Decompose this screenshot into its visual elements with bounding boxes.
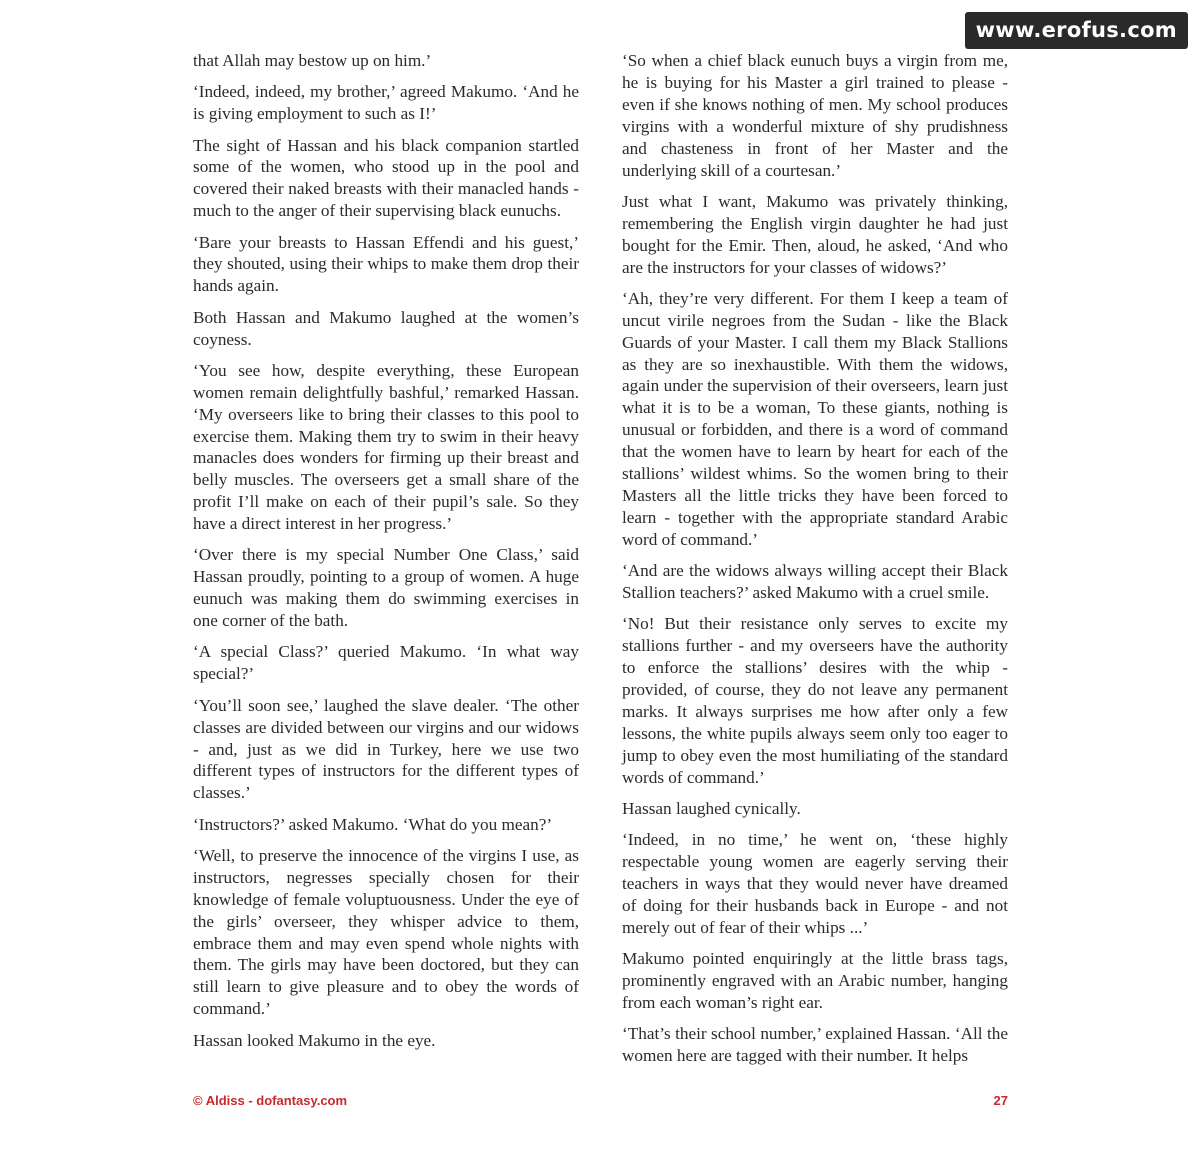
paragraph: Hassan looked Makumo in the eye. — [193, 1030, 436, 1050]
paragraph: ‘You see how, despite everything, these European women remain delightfully bashful,’ remarked Hassan. ‘My overseers like to bring their classes to this pool to exercise them. Making them try to swim in their heavy manacles does wonders for firming up their breast and belly muscles. The overseers get a small share of the profit I’ll make on each of their pupil’s sale. So they have a direct interest in her progress.’ — [193, 360, 579, 534]
paragraph: The sight of Hassan and his black companion startled some of the women, who stood up in the pool and covered their naked breasts with their manacled hands - much to the anger of their supervising black eunuchs. — [193, 135, 579, 221]
paragraph: Hassan laughed cynically. — [622, 798, 801, 818]
paragraph: ‘That’s their school number,’ explained Hassan. ‘All the women here are tagged with their number. It helps — [622, 1024, 1008, 1066]
paragraph: ‘Ah, they’re very different. For them I keep a team of uncut virile negroes from the Sudan - like the Black Guards of your Master. I call them my Black Stallions as they are so inexhaustible. With them the widows, again under the supervision of their overseers, learn just what it is to be a woman, To these giants, nothing is unusual or forbidden, and there is a word of command that the women have to learn by heart for each of the stallions’ wildest whims. So the women bring to their Masters all the little tricks they have been forced to learn - together with the appropriate standard Arabic word of command.’ — [622, 288, 1008, 549]
left-text-column — [193, 50, 579, 1051]
paragraph: ‘Indeed, in no time,’ he went on, ‘these highly respectable young women are eagerly serving their teachers in ways that they would never have dreamed of doing for their husbands back in Europe - and not merely out of fear of their whips ...’ — [622, 830, 1008, 937]
paragraph: ‘And are the widows always willing accept their Black Stallion teachers?’ asked Makumo with a cruel smile. — [622, 561, 1008, 603]
paragraph: ‘You’ll soon see,’ laughed the slave dealer. ‘The other classes are divided between our virgins and our widows - and, just as we did in Turkey, here we use two different types of instructors for the different types of classes.’ — [193, 695, 579, 803]
paragraph: Makumo pointed enquiringly at the little brass tags, prominently engraved with an Arabic number, hanging from each woman’s right ear. — [622, 949, 1008, 1012]
paragraph: ‘Over there is my special Number One Class,’ said Hassan proudly, pointing to a group of women. A huge eunuch was making them do swimming exercises in one corner of the bath. — [193, 545, 579, 631]
paragraph: Just what I want, Makumo was privately thinking, remembering the English virgin daughter he had just bought for the Emir. Then, aloud, he asked, ‘And who are the instructors for your classes of widows?’ — [622, 191, 1008, 277]
paragraph: Both Hassan and Makumo laughed at the women’s coyness. — [193, 307, 579, 349]
paragraph: ‘Instructors?’ asked Makumo. ‘What do you mean?’ — [193, 814, 553, 834]
paragraph: ‘Well, to preserve the innocence of the virgins I use, as instructors, negresses specially chosen for their knowledge of female voluptuousness. Under the eye of the girls’ overseer, they whisper advice to them, embrace them and may even spend whole nights with them. The girls may have been doctored, but they can still learn to give pleasure and to obey the words of command.’ — [193, 845, 579, 1019]
paragraph: ‘A special Class?’ queried Makumo. ‘In what way special?’ — [193, 642, 579, 684]
paragraph: ‘No! But their resistance only serves to excite my stallions further - and my overseers have the authority to enforce the stallions’ desires with the whip - provided, of course, they do not leave any permanent marks. It always surprises me how after only a few lessons, the white pupils always seem only too eager to jump to obey even the most humiliating of the standard words of command.’ — [622, 614, 1008, 787]
page-number: 27 — [993, 1093, 1008, 1108]
site-watermark: www.erofus.com — [965, 12, 1188, 49]
paragraph: ‘Bare your breasts to Hassan Effendi and his guest,’ they shouted, using their whips to make them drop their hands again. — [193, 232, 579, 296]
right-text-column — [622, 50, 1008, 1067]
paragraph: that Allah may bestow up on him.’ — [193, 51, 432, 70]
paragraph: ‘Indeed, indeed, my brother,’ agreed Makumo. ‘And he is giving employment to such as I!’ — [193, 82, 579, 124]
copyright-footer: © Aldiss - dofantasy.com — [193, 1093, 348, 1108]
paragraph: ‘So when a chief black eunuch buys a virgin from me, he is buying for his Master a girl trained to please - even if she knows nothing of men. My school produces virgins with a wonderful mixture of shy prudishness and chasteness in front of her Master and the underlying skill of a courtesan.’ — [622, 51, 1008, 180]
